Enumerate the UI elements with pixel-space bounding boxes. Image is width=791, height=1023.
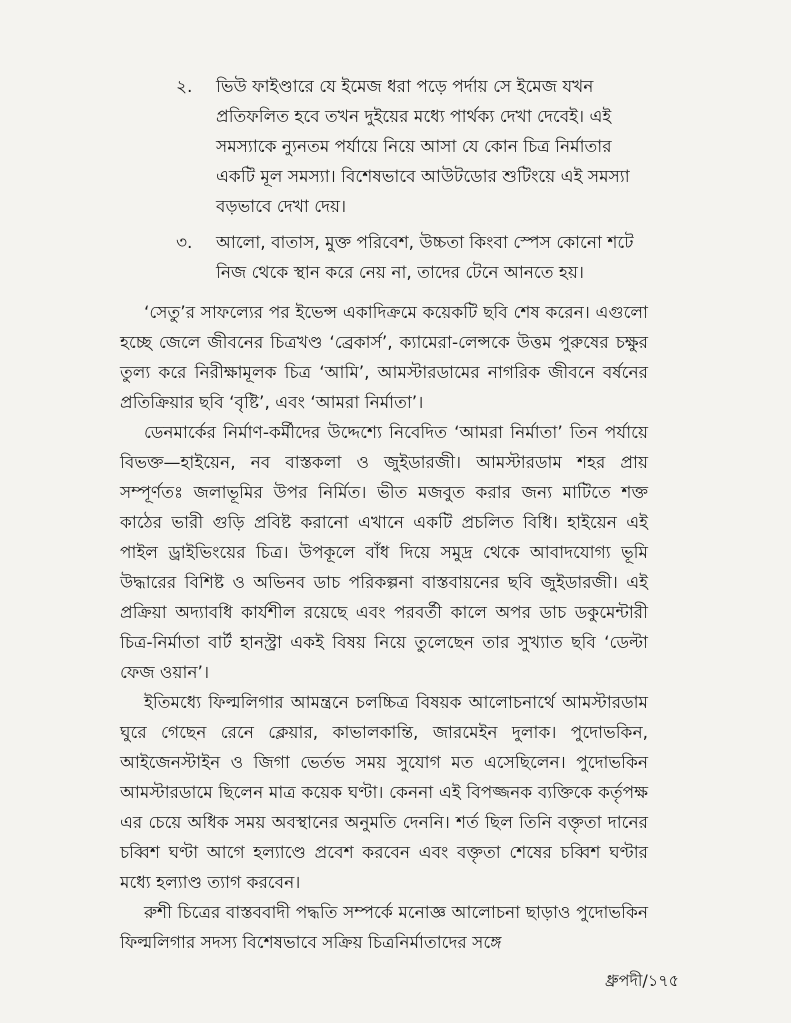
paragraph: রুশী চিত্রের বাস্তববাদী পদ্ধতি সম্পর্কে মনোজ্ঞ আলোচনা ছাড়াও পুদোভকিন ফিল্মলিগার সদস্য বিশেষভাবে সক্রিয় চিত্রনির্মাতাদের সঙ্গে	[120, 903, 648, 953]
list-item-text: আলো, বাতাস, মুক্ত পরিবেশ, উচ্চতা কিংবা স্পেস কোনো শটে নিজ থেকে স্থান করে নেয় না, তাদের টেনে আনতে হয়।	[216, 233, 634, 283]
body-text	[120, 298, 648, 958]
numbered-list	[176, 72, 646, 294]
list-item	[176, 228, 646, 288]
paragraph: ‘সেতু’র সাফল্যের পর ইভেন্স একাদিক্রমে কয়েকটি ছবি শেষ করেন। এগুলো হচ্ছে জেলে জীবনের চিত্রখণ্ড ‘ব্রেকার্স’, ক্যামেরা-লেন্সকে উত্তম পুরুষের চক্ষুর তুল্য করে নিরীক্ষামূলক চিত্র ‘আমি’, আমস্টারডামের নাগরিক জীবনে বর্ষনের প্রতিক্রিয়ার ছবি ‘বৃষ্টি’, এবং ‘আমরা নির্মাতা’।	[120, 303, 648, 413]
list-item-number: ৩.	[176, 233, 193, 253]
list-item-text: ভিউ ফাইণ্ডারে যে ইমেজ ধরা পড়ে পর্দায় সে ইমেজ যখন প্রতিফলিত হবে তখন দুইয়ের মধ্যে পার্থক্য দেখা দেবেই। এই সমস্যাকে ন্যুনতম পর্যায়ে নিয়ে আসা যে কোন চিত্র নির্মাতার একটি মূল সমস্যা। বিশেষভাবে আউটডোর শুটিংয়ে এই সমস্যা বড়ভাবে দেখা দেয়।	[216, 77, 630, 217]
paragraph: ইতিমধ্যে ফিল্মলিগার আমন্ত্রনে চলচ্চিত্র বিষয়ক আলোচনার্থে আমস্টারডাম ঘুরে গেছেন রেনে ক্লেয়ার, কাভালকান্তি, জারমেইন দুলাক। পুদোভকিন, আইজেনস্টাইন ও জিগা ভের্তভ সময় সুযোগ মত এসেছিলেন। পুদোভকিন আমস্টারডামে ছিলেন মাত্র কয়েক ঘণ্টা। কেননা এই বিপজ্জনক ব্যক্তিকে কর্তৃপক্ষ এর চেয়ে অধিক সময় অবস্থানের অনুমতি দেননি। শর্ত ছিল তিনি বক্তৃতা দানের চব্বিশ ঘণ্টা আগে হল্যাণ্ডে প্রবেশ করবেন এবং বক্তৃতা শেষের চব্বিশ ঘণ্টার মধ্যে হল্যাণ্ড ত্যাগ করবেন।	[120, 693, 648, 893]
list-item-number: ২.	[176, 77, 193, 97]
page-footer: ধ্রুপদী/১৭৫	[605, 971, 679, 990]
list-item	[176, 72, 646, 222]
paragraph: ডেনমার্কের নির্মাণ-কর্মীদের উদ্দেশ্যে নিবেদিত ‘আমরা নির্মাতা’ তিন পর্যায়ে বিভক্ত—হাইয়েন, নব বাস্তকলা ও জুইডারজী। আমস্টারডাম শহর প্রায় সম্পূর্ণতঃ জলাভূমির উপর নির্মিত। ভীত মজবুত করার জন্য মাটিতে শক্ত কাঠের ভারী গুড়ি প্রবিষ্ট করানো এখানে একটি প্রচলিত বিধি। হাইয়েন এই পাইল ড্রাইভিংয়ের চিত্র। উপকূলে বাঁধ দিয়ে সমুদ্র থেকে আবাদযোগ্য ভূমি উদ্ধারের বিশিষ্ট ও অভিনব ডাচ পরিকল্পনা বাস্তবায়নের ছবি জুইডারজী। এই প্রক্রিয়া অদ্যাবধি কার্যশীল রয়েছে এবং পরবর্তী কালে অপর ডাচ ডকুমেন্টারী চিত্র-নির্মাতা বার্ট হানস্ট্রা একই বিষয় নিয়ে তুলেছেন তার সুখ্যাত ছবি ‘ডেল্টা ফেজ ওয়ান’।	[120, 423, 648, 683]
